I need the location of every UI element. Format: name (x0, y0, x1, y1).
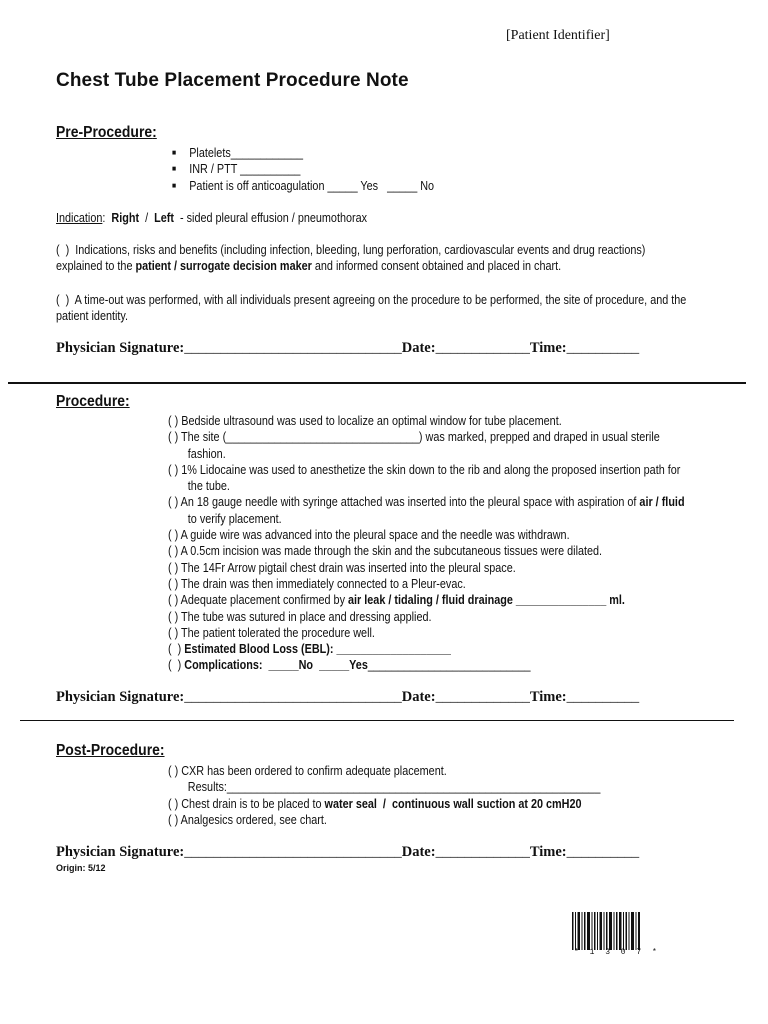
step-complications-checkbox: ( ) (168, 658, 185, 673)
post-step-cxr[interactable] (168, 763, 600, 796)
document-title: Chest Tube Placement Procedure Note (56, 70, 409, 91)
indication-description: - sided pleural effusion / pneumothorax (180, 211, 368, 225)
pre-procedure-heading (56, 124, 157, 142)
post-step-analgesics[interactable]: ( ) Analgesics ordered, see chart. (168, 812, 327, 827)
time-field[interactable]: __________ (566, 689, 640, 705)
step-complications[interactable] (168, 657, 685, 673)
step-lidocaine-text: ( ) 1% Lidocaine was used to anesthetize the skin down to the rib and along the proposed insertion path for (168, 462, 681, 477)
consent-line-2-end: and informed consent obtained and placed in chart. (311, 259, 562, 274)
step-incision[interactable]: ( ) A 0.5cm incision was made through the skin and the subcutaneous tissues were dilated. (168, 544, 603, 559)
anticoagulation-field[interactable]: Patient is off anticoagulation _____ Yes _____ No (189, 178, 435, 193)
patient-identifier: [Patient Identifier] (506, 28, 610, 43)
signature-row-pre (56, 340, 639, 357)
time-field[interactable]: __________ (566, 340, 640, 356)
step-adequate-placement[interactable] (168, 592, 685, 608)
step-sutured[interactable]: ( ) The tube was sutured in place and dressing applied. (168, 609, 432, 624)
step-site-text: ( ) The site (________________________________) was marked, prepped and draped in usual sterile (168, 430, 660, 445)
step-pleurevac[interactable]: ( ) The drain was then immediately connected to a Pleur-evac. (168, 576, 466, 591)
post-step-drain-text: ( ) Chest drain is to be placed to (168, 796, 325, 811)
drain-mode-options[interactable]: water seal / continuous wall suction at 20 cmH20 (324, 796, 582, 811)
physician-signature-field[interactable]: ______________________________ (184, 340, 402, 356)
square-bullet-icon: ■ (172, 180, 177, 190)
step-ebl[interactable] (168, 641, 685, 657)
signature-row-procedure (56, 689, 639, 706)
step-adequate-text: ( ) Adequate placement confirmed by (168, 593, 349, 608)
procedure-heading: Procedure: (56, 393, 130, 410)
step-tolerated[interactable]: ( ) The patient tolerated the procedure well. (168, 625, 375, 640)
time-label: Time: (529, 689, 567, 705)
section-divider (8, 382, 746, 384)
step-pigtail[interactable]: ( ) The 14Fr Arrow pigtail chest drain was inserted into the pleural space. (168, 560, 516, 575)
time-label: Time: (529, 844, 567, 860)
step-lidocaine[interactable] (168, 462, 685, 495)
physician-signature-label: Physician Signature: (56, 340, 185, 356)
square-bullet-icon: ■ (172, 148, 177, 157)
consent-line-1[interactable]: ( ) Indications, risks and benefits (including infection, bleeding, lung perforation, cardiovascular events and drug reactions) (56, 243, 646, 257)
timeout-line-1[interactable]: ( ) A time-out was performed, with all individuals present agreeing on the procedure to be performed, the site of procedure, and the (56, 293, 687, 307)
step-guidewire[interactable]: ( ) A guide wire was advanced into the pleural space and the needle was withdrawn. (168, 528, 570, 543)
indication-line (56, 210, 735, 226)
ebl-field[interactable]: Estimated Blood Loss (EBL): ___________________ (184, 642, 451, 657)
physician-signature-field[interactable]: ______________________________ (184, 844, 402, 860)
time-label: Time: (529, 340, 567, 356)
step-lidocaine-continued: the tube. (187, 479, 230, 494)
step-needle[interactable] (168, 494, 685, 527)
indication-right-option[interactable]: Right (111, 211, 140, 225)
physician-signature-label: Physician Signature: (56, 844, 185, 860)
inr-ptt-field[interactable]: INR / PTT __________ (189, 162, 301, 177)
indication-colon: : (102, 211, 106, 225)
indication-separator: / (145, 211, 149, 225)
date-field[interactable]: _____________ (435, 844, 530, 860)
date-field[interactable]: _____________ (435, 689, 530, 705)
cxr-results-field[interactable]: Results:______________________________________________________________ (187, 780, 601, 795)
step-site[interactable] (168, 429, 685, 462)
post-step-drain[interactable] (168, 796, 600, 812)
post-step-cxr-text: ( ) CXR has been ordered to confirm adequate placement. (168, 764, 447, 778)
date-label: Date: (401, 340, 436, 356)
step-ultrasound[interactable]: ( ) Bedside ultrasound was used to localize an optimal window for tube placement. (168, 414, 562, 428)
time-field[interactable]: __________ (566, 844, 640, 860)
barcode-number: * 1 3 0 7 * (574, 948, 660, 957)
step-site-continued: fashion. (187, 446, 226, 461)
barcode-icon (572, 912, 640, 950)
section-divider (20, 720, 734, 721)
physician-signature-label: Physician Signature: (56, 689, 185, 705)
complications-detail-line[interactable]: ___________________________ (367, 658, 531, 673)
step-needle-text: ( ) An 18 gauge needle with syringe attached was inserted into the pleural space with aspiration of (168, 495, 640, 510)
physician-signature-field[interactable]: ______________________________ (184, 689, 402, 705)
timeout-paragraph (56, 292, 735, 325)
pre-procedure-heading-text: Pre-Procedure (56, 124, 153, 141)
consent-paragraph (56, 242, 735, 275)
indication-left-option[interactable]: Left (154, 211, 174, 225)
procedure-steps (168, 413, 685, 674)
origin-note: Origin: 5/12 (56, 863, 106, 873)
date-label: Date: (401, 844, 436, 860)
date-label: Date: (401, 689, 436, 705)
needle-air-fluid-option[interactable]: air / fluid (639, 495, 685, 510)
consent-line-2-text: explained to the (56, 259, 136, 274)
pre-procedure-heading-colon: : (152, 124, 157, 141)
post-procedure-steps (168, 763, 600, 828)
consent-patient-surrogate[interactable]: patient / surrogate decision maker (135, 259, 312, 274)
indication-label: Indication (56, 211, 103, 225)
complications-field[interactable]: Complications: _____No _____Yes (184, 658, 368, 673)
date-field[interactable]: _____________ (435, 340, 530, 356)
post-procedure-heading: Post-Procedure: (56, 742, 165, 759)
signature-row-post (56, 844, 639, 861)
adequate-placement-options[interactable]: air leak / tidaling / fluid drainage _______________ ml. (348, 593, 625, 608)
consent-line-2 (56, 258, 735, 274)
step-ebl-checkbox: ( ) (168, 642, 185, 657)
square-bullet-icon: ■ (172, 164, 177, 174)
step-needle-continued: to verify placement. (187, 511, 282, 526)
timeout-line-2: patient identity. (56, 309, 129, 324)
platelets-field[interactable]: Platelets____________ (189, 146, 304, 160)
